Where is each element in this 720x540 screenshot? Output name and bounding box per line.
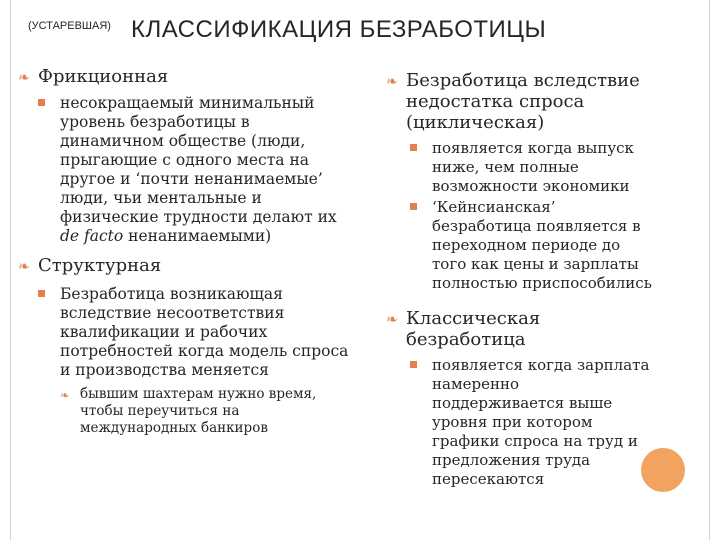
square-bullet-icon (38, 290, 45, 297)
bullet-icon: ❧ (60, 389, 70, 402)
cyclical-heading: ❧ Безработица вследствие недостатка спроса (циклическая) (386, 70, 640, 133)
title-main: КЛАССИФИКАЦИЯ БЕЗРАБОТИЦЫ (130, 16, 547, 43)
bullet-icon: ❧ (18, 70, 30, 86)
bullet-icon: ❧ (18, 259, 30, 275)
square-bullet-icon (410, 144, 417, 151)
left-border-line (10, 0, 11, 540)
bullet-icon: ❧ (386, 74, 398, 90)
square-bullet-icon (410, 203, 417, 210)
structural-definition: Безработица возникающая вследствие несоответствия квалификации и рабочих потребностей когда модель спроса и производства меняется (34, 285, 398, 380)
structural-example: ❧ бывшим шахтерам нужно время, чтобы переучиться на международных банкиров (60, 386, 317, 436)
slide-title (28, 16, 546, 56)
right-border-decoration (709, 0, 720, 540)
decorative-circle (641, 448, 685, 492)
right-border-line (709, 0, 710, 540)
square-bullet-icon (38, 99, 45, 106)
frictional-definition: несокращаемый минимальный уровень безработицы в динамичном обществе (люди, прыгающие с одного места на другое и ‘почти ненанимаемые’ люди, чьи ментальные и физические трудности делают их de facto ненанимаемыми) (34, 94, 398, 246)
classical-point: появляется когда зарплата намеренно поддерживается выше уровня при котором графики спроса на труд и предложения труда пересекаются (406, 356, 708, 489)
right-column (386, 70, 708, 489)
frictional-heading: ❧ Фрикционная (18, 66, 169, 87)
left-column (18, 66, 398, 437)
cyclical-point-output: появляется когда выпуск ниже, чем полные возможности экономики (406, 139, 708, 196)
cyclical-point-keynesian: ‘Кейнсианская’ безработица появляется в переходном периоде до того как цены и зарплаты полностью приспособились (406, 198, 708, 293)
structural-heading: ❧ Структурная (18, 255, 162, 276)
square-bullet-icon (410, 361, 417, 368)
title-prefix: (УСТАРЕВШАЯ) (28, 20, 111, 32)
bullet-icon: ❧ (386, 312, 398, 328)
classical-heading: ❧ Классическая безработица (386, 308, 541, 350)
